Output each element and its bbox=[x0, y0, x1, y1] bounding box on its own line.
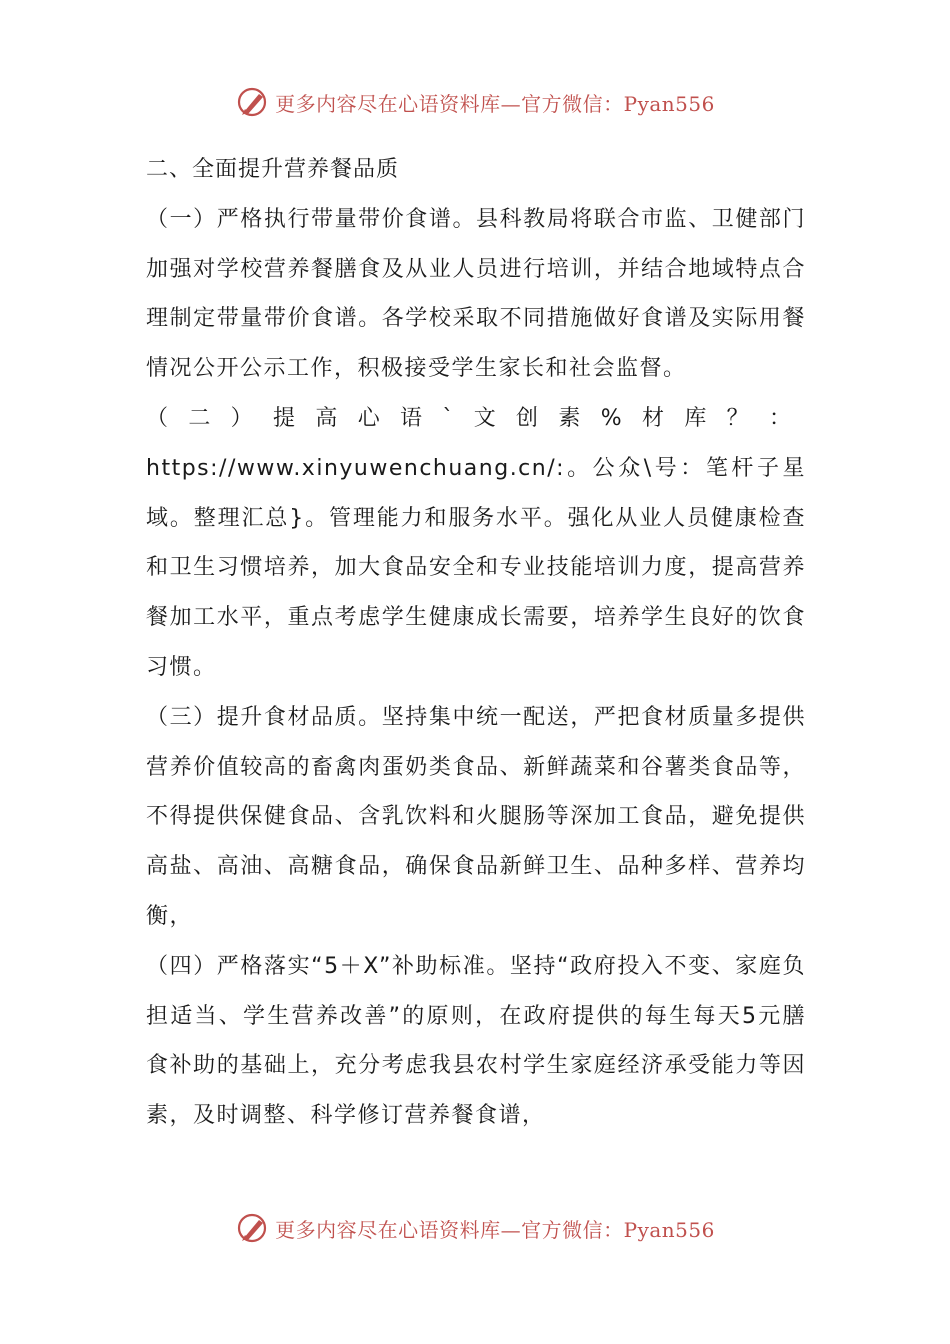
paragraph-2-rest: https://www.xinyuwenchuang.cn/:。公众\号：笔杆子星域。整理汇总}。管理能力和服务水平。强化从业人员健康检查和卫生习惯培养，加大食品安全和专业技能培训力度，提高营养餐加工水平，重点考虑学生健康成长需要，培养学生良好的饮食习惯。 bbox=[146, 455, 806, 680]
paragraph-3: （三）提升食材品质。坚持集中统一配送，严把食材质量多提供营养价值较高的畜禽肉蛋奶类食品、新鲜蔬菜和谷薯类食品等，不得提供保健食品、含乳饮料和火腿肠等深加工食品，避免提供高盐、高油、高糖食品，确保食品新鲜卫生、品种多样、营养均衡， bbox=[146, 704, 806, 929]
watermark-footer bbox=[0, 1208, 950, 1248]
paragraph-4: （四）严格落实“5＋X”补助标准。坚持“政府投入不变、家庭负担适当、学生营养改善”的原则，在政府提供的每生每天5元膳食补助的基础上，充分考虑我县农村学生家庭经济承受能力等因素，及时调整、科学修订营养餐食谱， bbox=[146, 953, 806, 1129]
pen-logo-icon bbox=[235, 1211, 269, 1245]
watermark-text: 更多内容尽在心语资料库—官方微信：Pyan556 bbox=[275, 91, 715, 116]
pen-logo-icon bbox=[235, 85, 269, 119]
document-body bbox=[146, 145, 806, 1141]
section-heading: 二、全面提升营养餐品质 bbox=[146, 157, 400, 182]
paragraph-2-start: （二）提高心语`文创素%材库？： bbox=[146, 405, 806, 431]
watermark-header bbox=[0, 82, 950, 122]
paragraph-1: （一）严格执行带量带价食谱。县科教局将联合市监、卫健部门加强对学校营养餐膳食及从业人员进行培训，并结合地域特点合理制定带量带价食谱。各学校采取不同措施做好食谱及实际用餐情况公开公示工作，积极接受学生家长和社会监督。 bbox=[146, 206, 806, 382]
watermark-text: 更多内容尽在心语资料库—官方微信：Pyan556 bbox=[275, 1217, 715, 1242]
